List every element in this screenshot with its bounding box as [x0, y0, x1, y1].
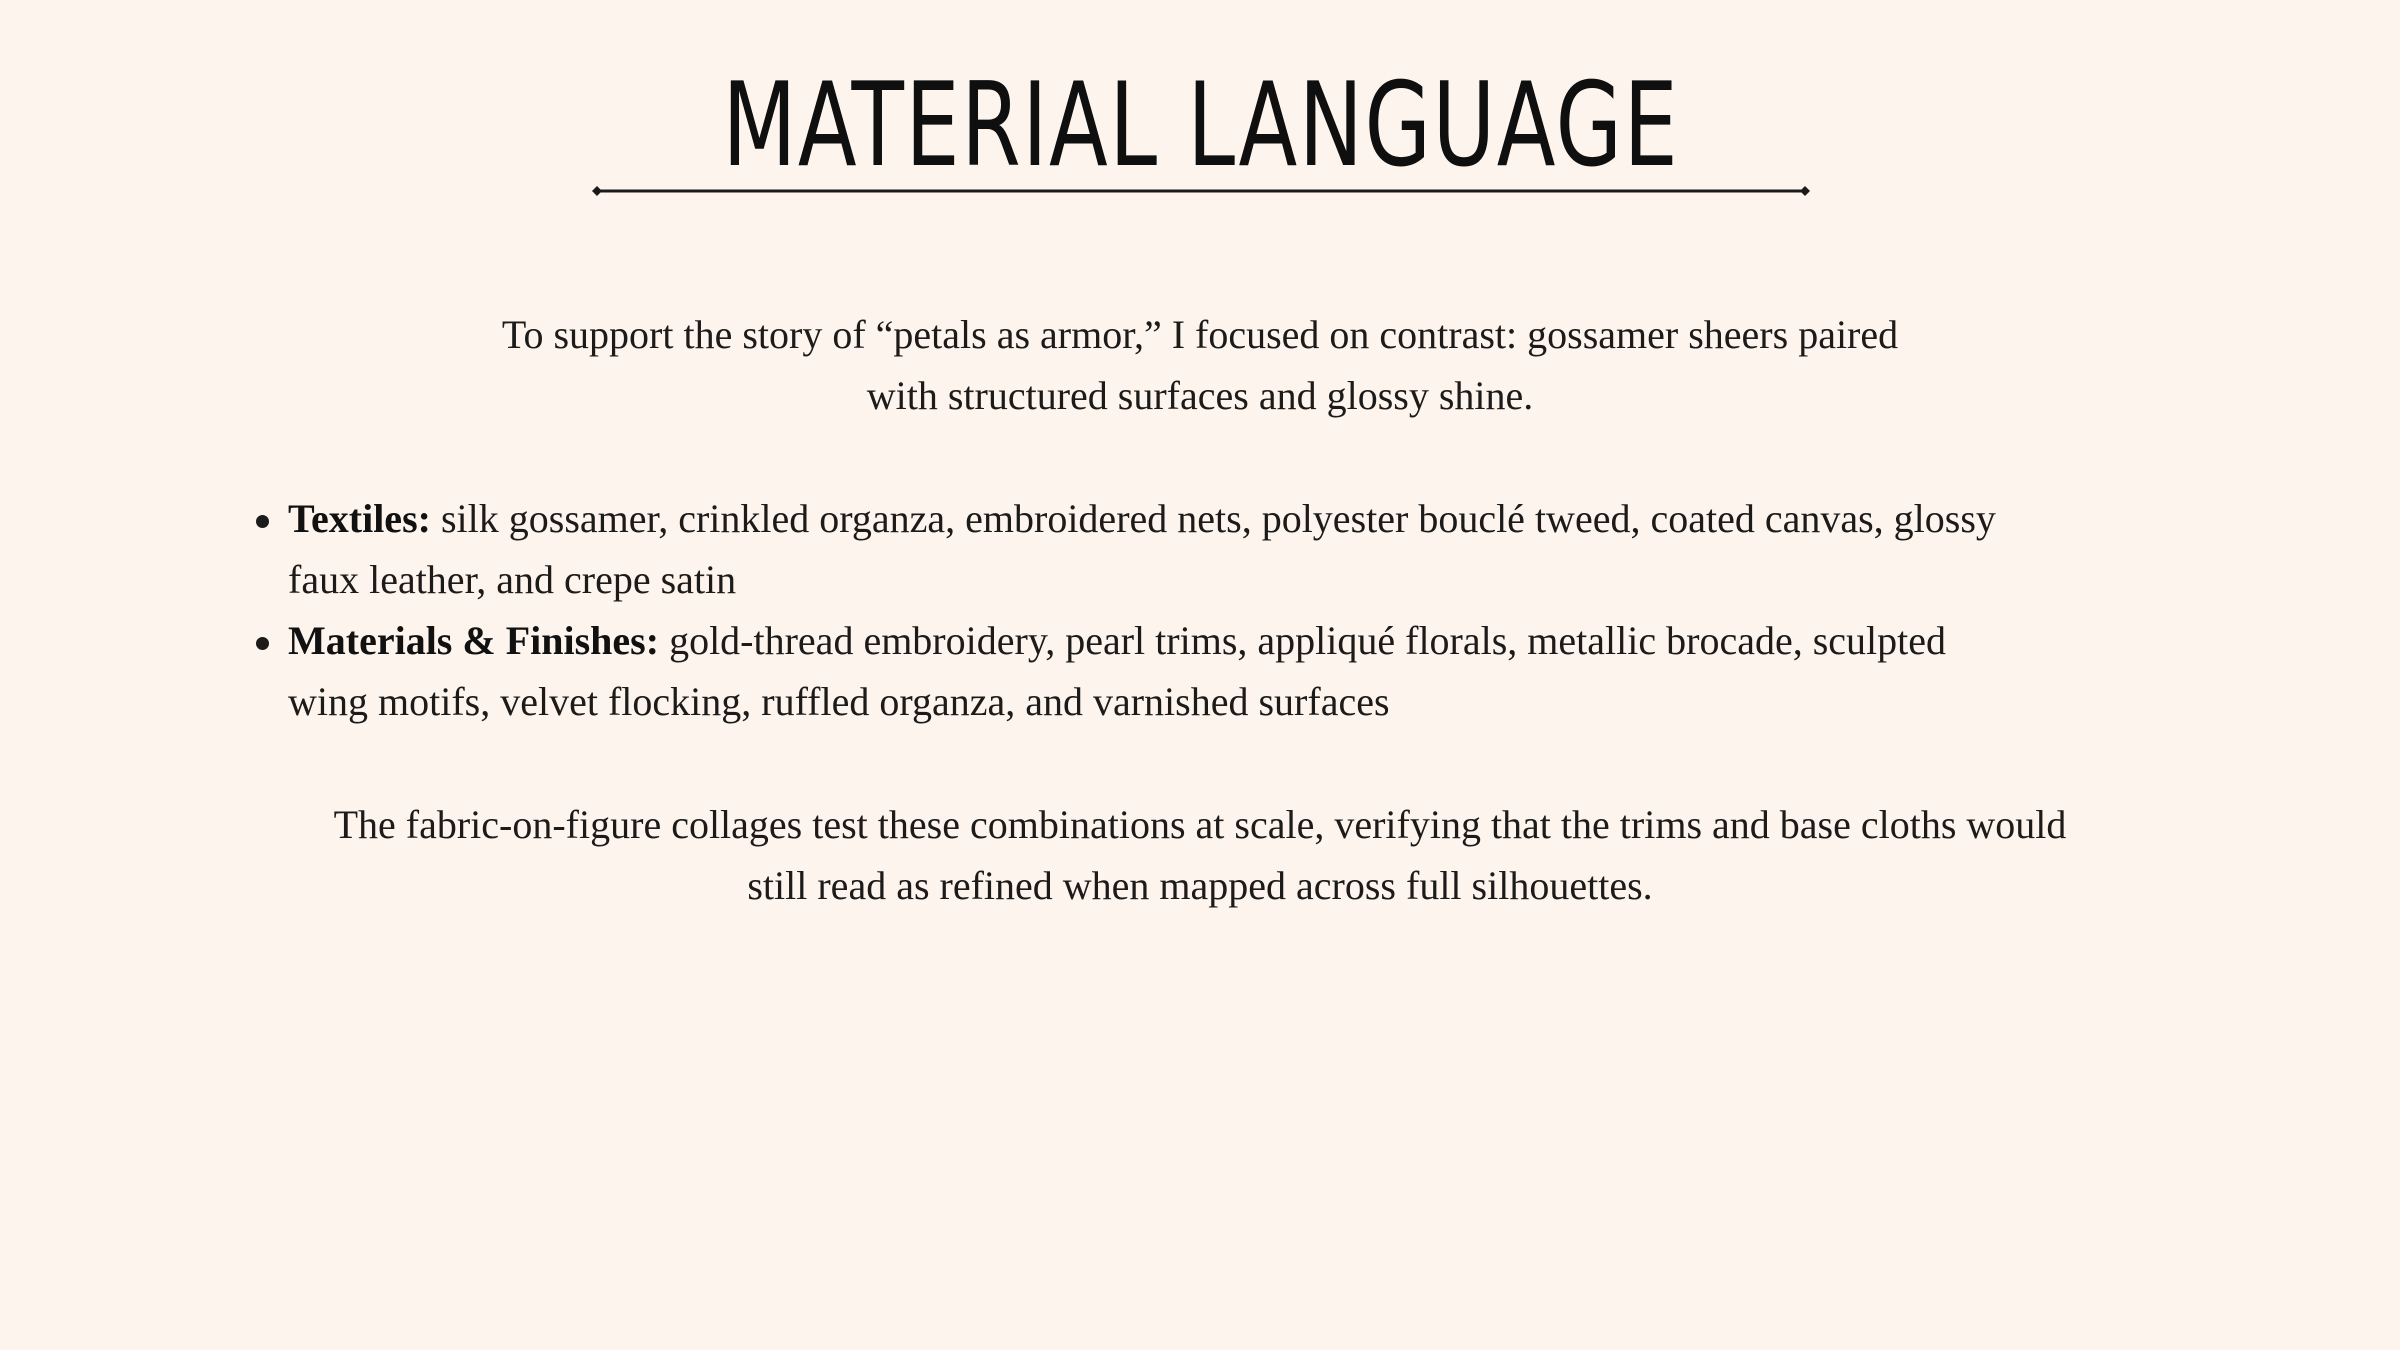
textiles-text-line-1: silk gossamer, crinkled organza, embroidered nets, polyester bouclé tweed, coated canvas, glossy	[430, 496, 1996, 541]
textiles-text-line-2: faux leather, and crepe satin	[288, 557, 737, 602]
slide-title: MATERIAL LANGUAGE	[722, 58, 1680, 193]
materials-finishes-text-line-1: gold-thread embroidery, pearl trims, appliqué florals, metallic brocade, sculpted	[659, 618, 1947, 663]
intro-line-2: with structured surfaces and glossy shine.	[866, 373, 1534, 418]
materials-finishes-label: Materials & Finishes:	[288, 618, 660, 663]
materials-finishes-text-line-2: wing motifs, velvet flocking, ruffled organza, and varnished surfaces	[288, 679, 1390, 724]
intro-line-1: To support the story of “petals as armor,” I focused on contrast: gossamer sheers paired	[501, 312, 1899, 357]
title-underline	[592, 186, 1810, 196]
closing-paragraph	[180, 794, 2220, 916]
textiles-label: Textiles:	[288, 496, 431, 541]
list-item-textiles	[288, 488, 2188, 610]
closing-line-2: still read as refined when mapped across full silhouettes.	[747, 863, 1653, 908]
intro-paragraph	[380, 304, 2020, 426]
closing-line-1: The fabric-on-figure collages test these combinations at scale, verifying that the trims and base cloths would	[333, 802, 2067, 847]
materials-list	[288, 488, 2188, 732]
list-item-materials-finishes	[288, 610, 2188, 732]
